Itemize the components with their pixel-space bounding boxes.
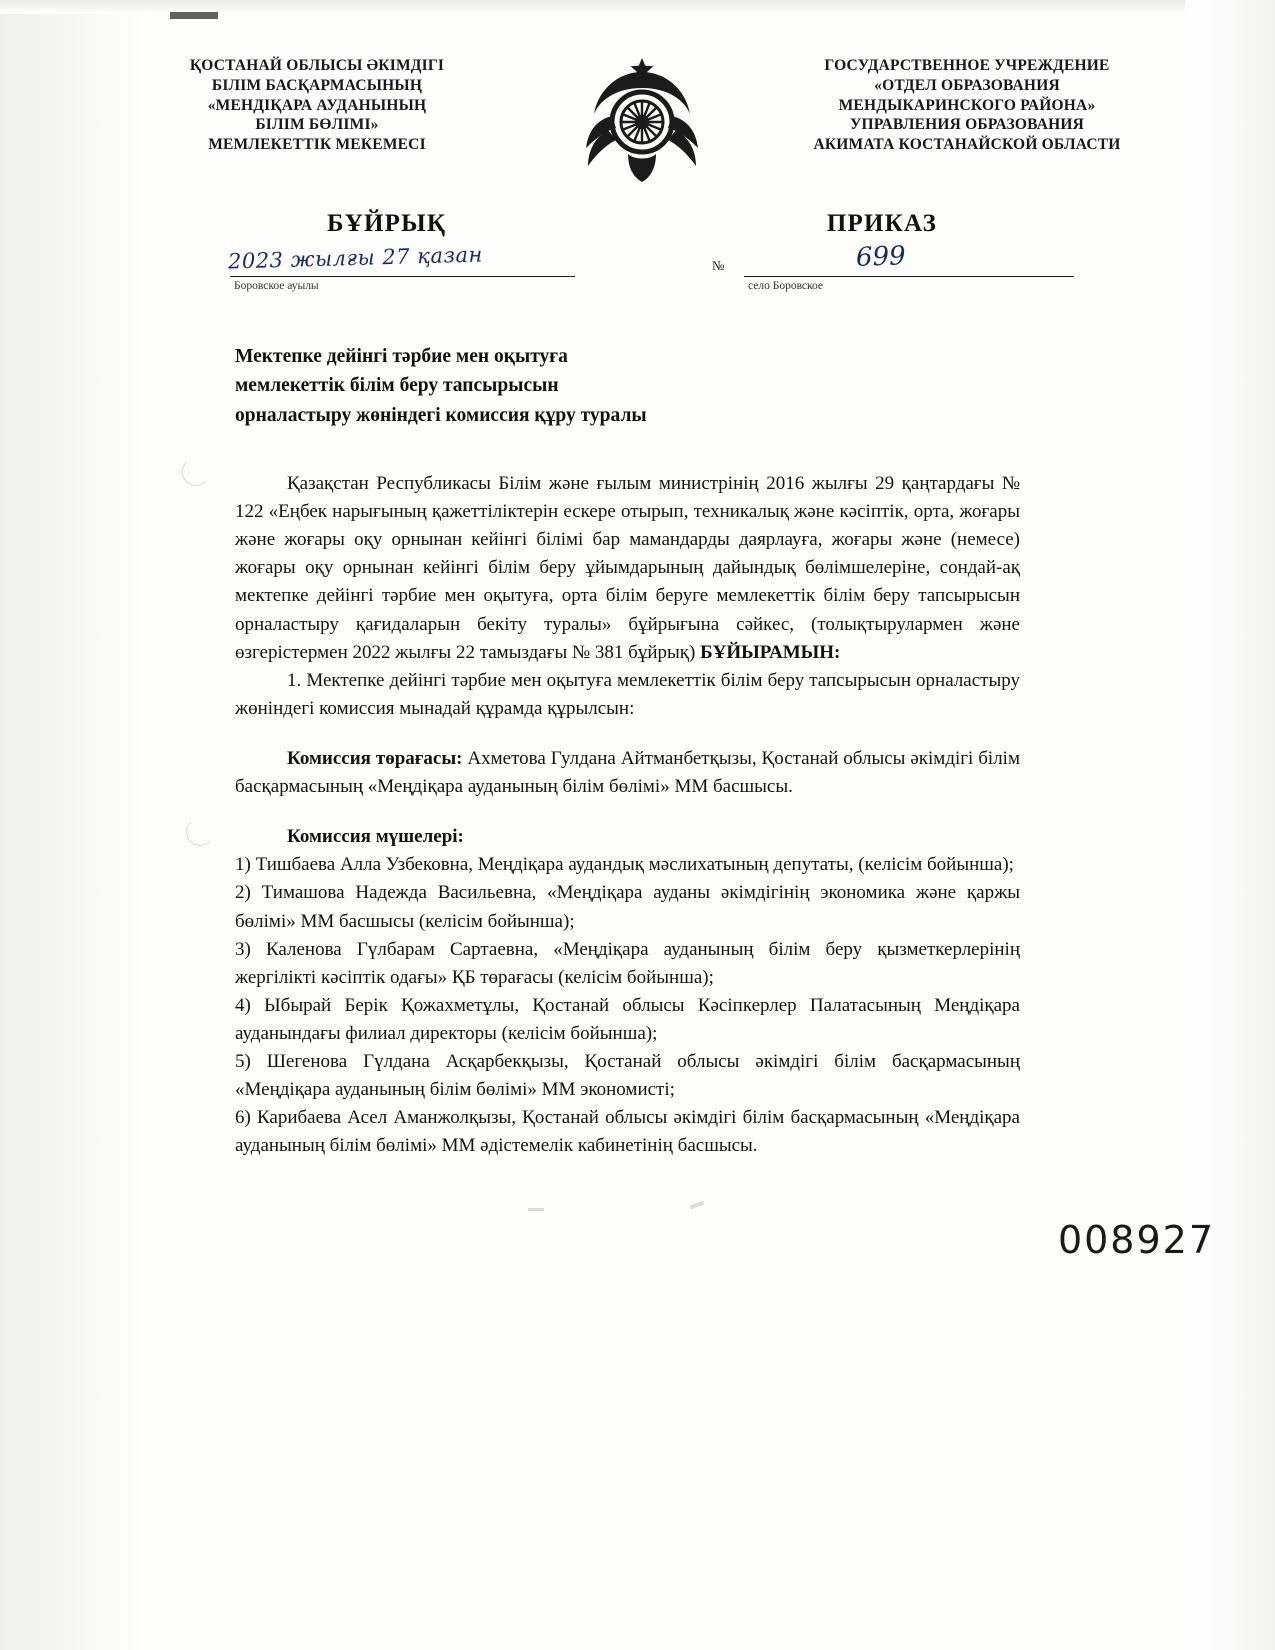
organization-name-kazakh-text: ҚОСТАНАЙ ОБЛЫСЫ ӘКІМДІГІ БІЛІМ БАСҚАРМАСЫНЫҢ «МЕНДІҚАРА АУДАНЫНЫҢ БІЛІМ БӨЛІМІ» МЕМЛЕКЕТТІК МЕКЕМЕСІ [189,57,445,154]
scan-smudge [528,1208,544,1211]
place-caption-kazakh: Боровское ауылы [234,280,319,292]
preamble-paragraph [235,470,1020,667]
commission-chair-name: Ахметова Гулдана Айтманбетқызы, Қостанай облысы әкімдігі білім басқармасының «Меңдіқара ауданының білім бөлімі» ММ басшысы. [235,747,1020,798]
document-stamp-number: 008927 [1057,1218,1215,1262]
page-title-text: Мектепке дейінгі тәрбие мен оқытуға мемлекеттік білім беру тапсырысын орналастыру жөніндегі комиссия құру туралы [235,346,647,426]
order-heading-row [152,210,1132,238]
scan-edge-right [1185,0,1275,1650]
scan-artifact-bar [170,12,218,19]
date-field-line [227,242,575,277]
clause-1: 1. Мектепке дейінгі тәрбие мен оқытуға мемлекеттік білім беру тапсырысын орналастыру жөніндегі комиссия мынадай құрамда құрылсын: [235,669,1020,719]
list-item: 2) Тимашова Надежда Васильевна, «Меңдіқара ауданы әкімдігінің экономика және қаржы бөлімі» ММ басшысы (келісім бойынша); [235,882,1020,932]
page-title [235,342,855,430]
list-item: 1) Тишбаева Алла Узбековна, Меңдіқара аудандық мәслихатының депутаты, (келісім бойынша); [235,854,1014,876]
order-word-kazakh: БҰЙРЫҚ [327,210,447,237]
preamble-text: Қазақстан Республикасы Білім және ғылым министрінің 2016 жылғы 29 қаңтардағы № 122 «Еңбек нарығының қажеттіліктерін ескере отырып, техникалық және кәсіптік, орта, жоғары және жоғары оқу орнынан кейінгі білімі бар мамандарды даярлауға, жоғары және (немесе) жоғары оқу орнынан кейінгі білім беру ұйымдарының дайындық бөлімшелеріне, сондай-ақ мектепке дейінгі тәрбие мен оқытуға, орта білім беруге мемлекеттік білім беру тапсырысын орналастыру қағидаларын бекіту туралы» бұйрығына сәйкес, (толықтырулармен және өзгерістермен 2022 жылғы 22 тамыздағы № 381 бұйрық) [235,473,1020,663]
date-field-group [152,242,572,292]
commission-chair-paragraph [235,745,1020,801]
order-word-russian: ПРИКАЗ [826,210,937,237]
list-item: 6) Карибаева Асел Аманжолқызы, Қостанай облысы әкімдігі білім басқармасының «Меңдіқара ауданының білім бөлімі» ММ әдістемелік кабинетінің басшысы. [235,1107,1020,1157]
number-field-group [702,241,1132,292]
scan-smudge-2 [690,1201,705,1210]
organization-name-russian-text: ГОСУДАРСТВЕННОЕ УЧРЕЖДЕНИЕ «ОТДЕЛ ОБРАЗОВАНИЯ МЕНДЫКАРИНСКОГО РАЙОНА» УПРАВЛЕНИЯ ОБРАЗОВАНИЯ АКИМАТА КОСТАНАЙСКОЙ ОБЛАСТИ [813,57,1121,154]
list-item: 3) Каленова Гүлбарам Сартаевна, «Меңдіқара ауданының білім беру қызметкерлерінің жергілікті кәсіптік одағы» ҚБ төрағасы (келісім бойынша); [235,938,1020,988]
hole-punch-mark-bottom [186,818,214,846]
date-and-number-row [152,241,1132,292]
number-field-line [744,241,1074,277]
number-label: № [712,258,725,273]
list-item: 4) Ыбырай Берік Қожахметұлы, Қостанай облысы Кәсіпкерлер Палатасының Меңдіқара ауданындағы филиал директоры (келісім бойынша); [235,994,1020,1044]
preamble-order-verb: БҰЙЫРАМЫН: [700,641,841,663]
document-body [235,470,1020,1161]
list-item: 5) Шегенова Гүлдана Асқарбекқызы, Қостанай облысы әкімдігі білім басқармасының «Меңдіқара ауданының білім бөлімі» ММ экономисті; [235,1051,1020,1101]
kazakhstan-coat-of-arms-icon [576,56,708,184]
organization-name-russian [802,56,1132,155]
commission-members-list [235,851,1020,1160]
scan-edge-left [0,0,152,1650]
commission-chair-label: Комиссия төрағасы: [287,747,463,769]
organization-name-kazakh [152,56,482,155]
letterhead [152,56,1132,184]
date-handwritten-value: 2023 жылғы 27 қазан [227,242,484,274]
place-caption-russian: село Боровское [748,280,824,292]
hole-punch-mark-top [182,458,210,486]
commission-members-label: Комиссия мүшелері: [287,826,464,848]
number-handwritten-value: 699 [855,241,907,273]
